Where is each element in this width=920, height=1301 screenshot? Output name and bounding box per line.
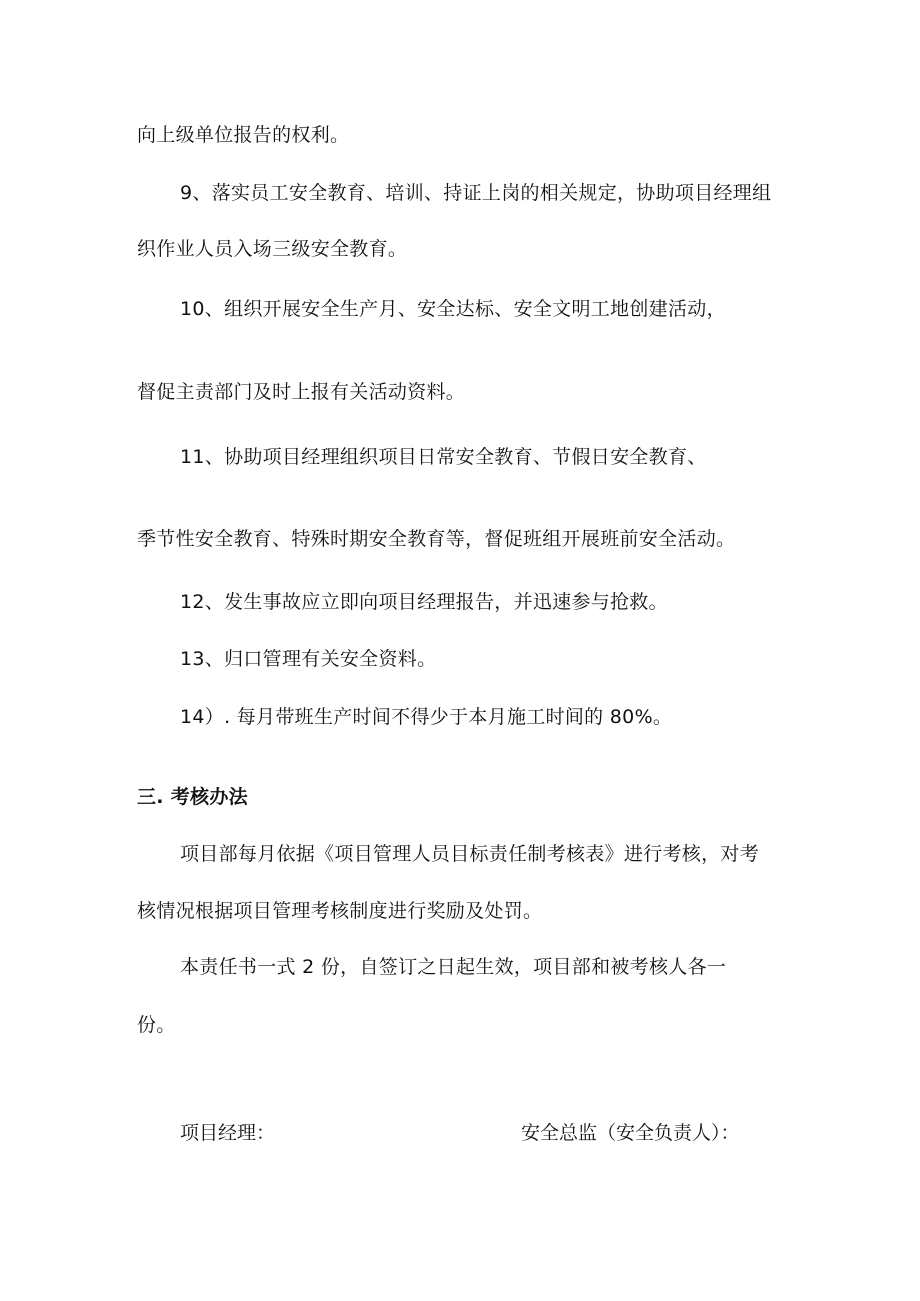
text-line-12: 核情况根据项目管理考核制度进行奖励及处罚。 [137,900,543,922]
text-line-11: 项目部每月依据《项目管理人员目标责任制考核表》进行考核，对考 [180,843,760,865]
safety-director-signature-label: 安全总监（安全负责人）： [521,1122,740,1144]
text-line-9: 13、归口管理有关安全资料。 [180,648,437,670]
text-line-5: 督促主责部门及时上报有关活动资料。 [137,381,466,403]
project-manager-signature-label: 项目经理： [180,1122,276,1144]
text-line-14: 份。 [137,1014,176,1036]
text-line-3: 织作业人员入场三级安全教育。 [137,238,408,260]
text-line-4: 10、组织开展安全生产月、安全达标、安全文明工地创建活动， [180,298,726,320]
text-line-7: 季节性安全教育、特殊时期安全教育等，督促班组开展班前安全活动。 [137,528,736,550]
text-line-13: 本责任书一式 2 份，自签订之日起生效，项目部和被考核人各一 [180,956,727,978]
text-line-1: 向上级单位报告的权利。 [137,124,350,146]
text-line-2: 9、落实员工安全教育、培训、持证上岗的相关规定，协助项目经理组 [180,182,772,204]
section-heading: 三. 考核办法 [137,786,248,808]
text-line-10: 14）. 每月带班生产时间不得少于本月施工时间的 80%。 [180,706,673,728]
text-line-6: 11、协助项目经理组织项目日常安全教育、节假日安全教育、 [180,446,707,468]
text-line-8: 12、发生事故应立即向项目经理报告，并迅速参与抢救。 [180,591,668,613]
